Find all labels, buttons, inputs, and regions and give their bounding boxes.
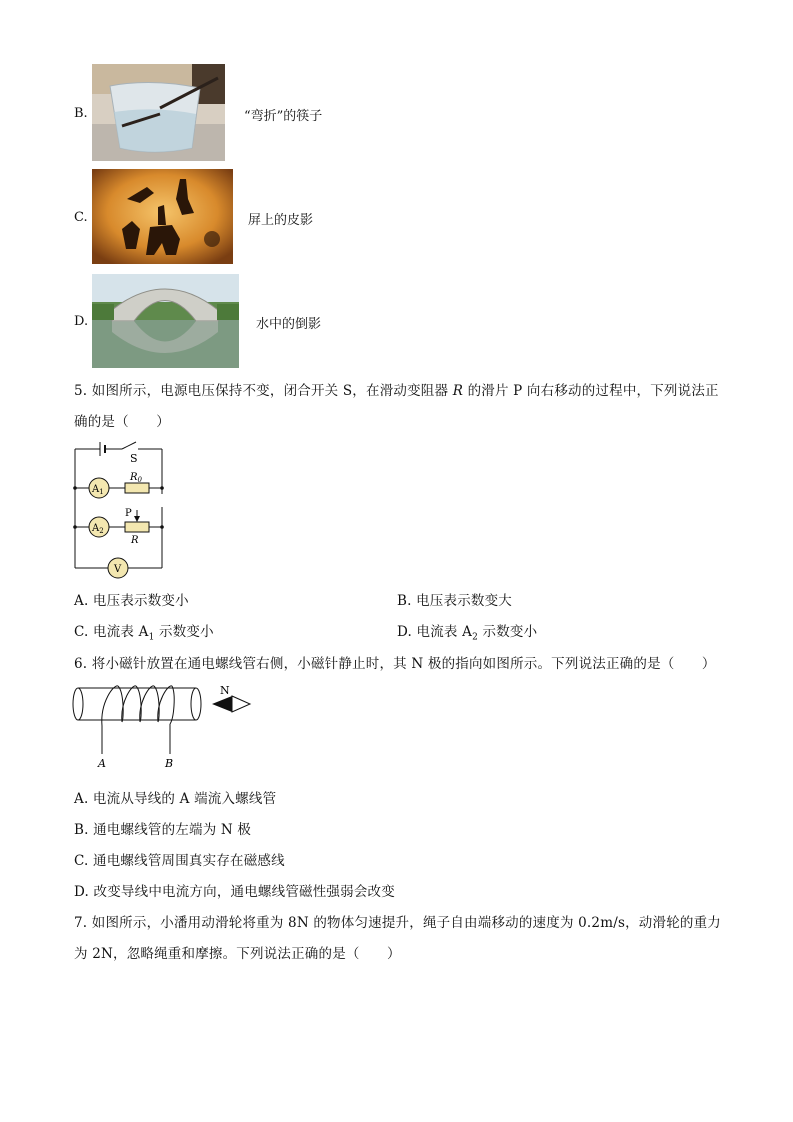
option-b-letter: B. bbox=[74, 106, 88, 121]
q6-option-b[interactable]: B. 通电螺线管的左端为 N 极 bbox=[74, 822, 252, 838]
option-c-letter: C. bbox=[74, 210, 88, 225]
q6-solenoid-figure bbox=[70, 682, 255, 772]
ammeter-a1-label: $A_1$ bbox=[92, 484, 104, 496]
arch-bridge-reflection-photo bbox=[92, 274, 239, 368]
q6-option-c[interactable]: C. 通电螺线管周围真实存在磁感线 bbox=[74, 853, 285, 869]
option-c-caption: 屏上的皮影 bbox=[248, 213, 314, 228]
slider-label: P bbox=[125, 508, 132, 519]
q7-stem-line2: 为 2N，忽略绳重和摩擦。下列说法正确的是（ ） bbox=[74, 946, 401, 962]
q5-stem-line2: 确的是（ ） bbox=[74, 414, 170, 430]
wire-b-label: B bbox=[165, 757, 174, 770]
needle-n-label: N bbox=[220, 684, 230, 697]
q5-circuit-diagram bbox=[70, 436, 175, 581]
shadow-puppet-photo bbox=[92, 169, 233, 264]
q5-option-a[interactable]: A. 电压表示数变小 bbox=[74, 593, 189, 609]
voltmeter-label: V bbox=[114, 564, 122, 575]
r0-label: $R_0$ bbox=[130, 472, 142, 484]
q5-option-b[interactable]: B. 电压表示数变大 bbox=[397, 593, 513, 609]
q5-option-d[interactable]: D. 电流表 $A_2$ 示数变小 bbox=[397, 624, 538, 643]
option-d-letter: D. bbox=[74, 314, 89, 329]
q6-option-d[interactable]: D. 改变导线中电流方向，通电螺线管磁性强弱会改变 bbox=[74, 884, 395, 900]
q5-stem-line1: 5. 如图所示，电源电压保持不变，闭合开关 S，在滑动变阻器 R 的滑片 P 向右移动的过程中，下列说法正 bbox=[74, 383, 719, 399]
ammeter-a2-label: $A_2$ bbox=[92, 523, 104, 535]
bent-chopstick-photo bbox=[92, 64, 225, 161]
switch-label: S bbox=[130, 452, 138, 465]
q6-stem: 6. 将小磁针放置在通电螺线管右侧，小磁针静止时，其 N 极的指向如图所示。下列说法正确的是（ ） bbox=[74, 656, 716, 672]
rheostat-label: R bbox=[131, 535, 139, 546]
q7-stem-line1: 7. 如图所示，小潘用动滑轮将重为 8N 的物体匀速提升，绳子自由端移动的速度为 0.2m/s，动滑轮的重力 bbox=[74, 915, 721, 931]
q5-option-c[interactable]: C. 电流表 $A_1$ 示数变小 bbox=[74, 624, 214, 643]
wire-a-label: A bbox=[98, 757, 106, 770]
q6-option-a[interactable]: A. 电流从导线的 A 端流入螺线管 bbox=[74, 791, 277, 807]
option-b-caption: “弯折”的筷子 bbox=[244, 109, 323, 124]
option-d-caption: 水中的倒影 bbox=[256, 317, 322, 332]
